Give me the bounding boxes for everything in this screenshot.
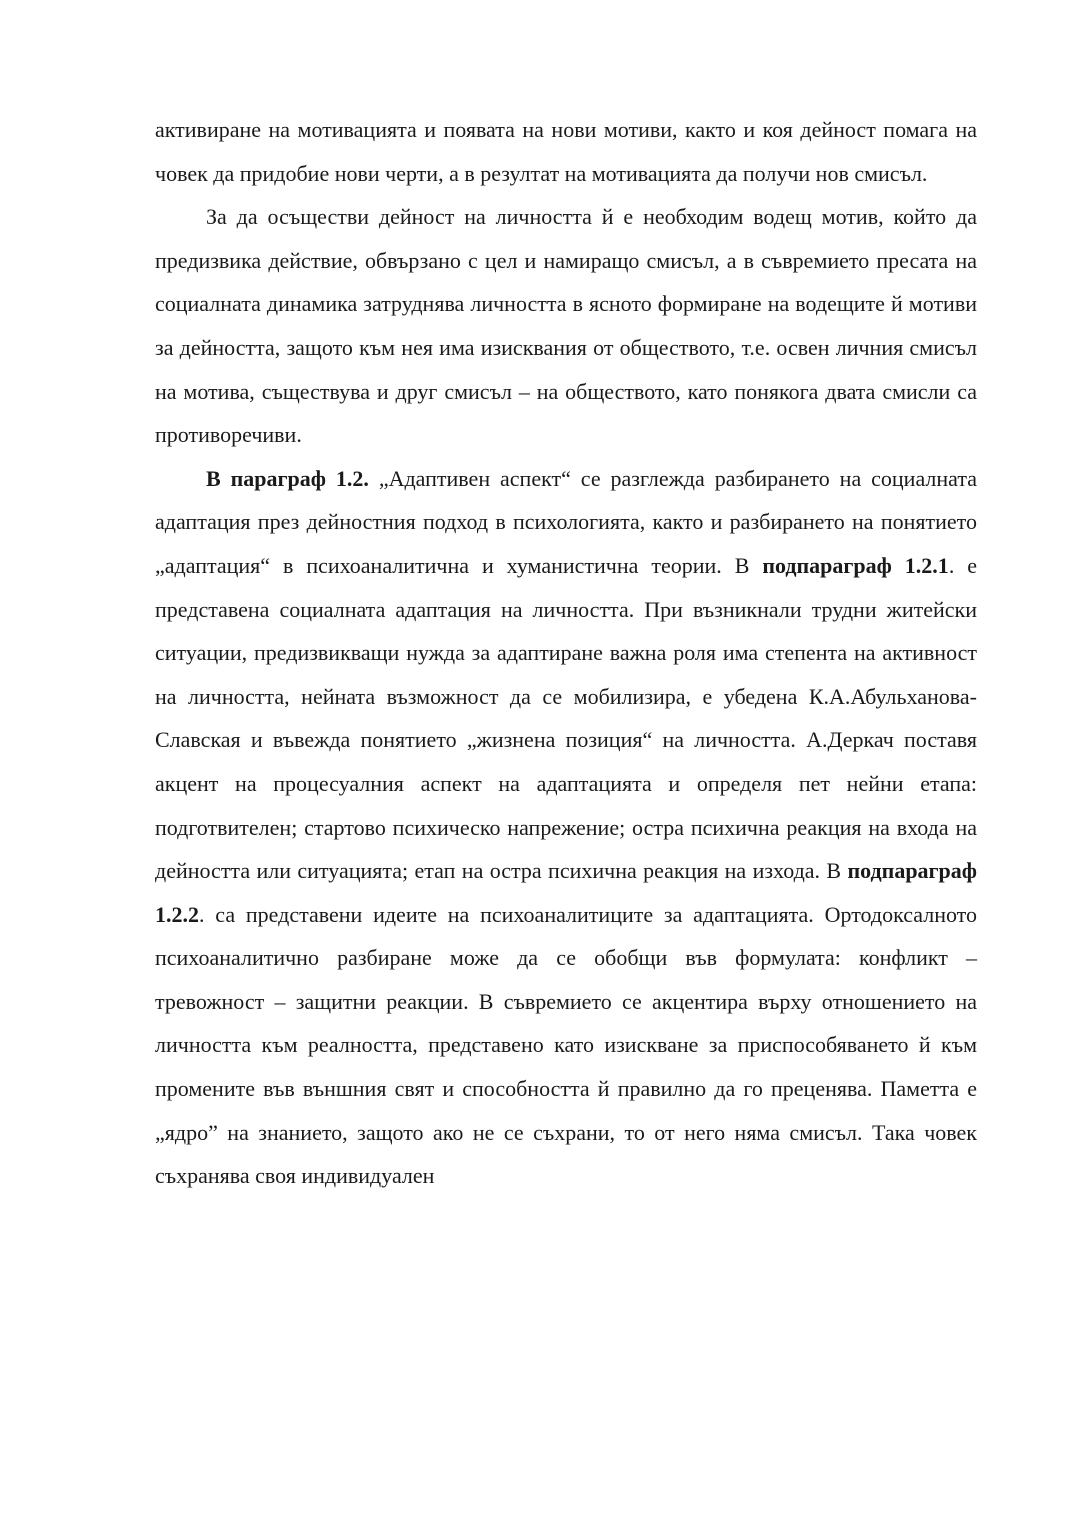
paragraph-3 [155,457,977,1198]
paragraph-3-text-a: „Адаптивен аспект“ се разглежда разбирането на социалната адаптация през дейностния подход в психологията, както и разбирането на понятието „адаптация“ в психоаналитична и хуманистична теории. В [155,465,977,578]
paragraph-1-text: активиране на мотивацията и появата на нови мотиви, както и коя дейност помага на човек да придобие нови черти, а в резултат на мотивацията да получи нов смисъл. [155,117,977,186]
bold-heading-subparagraph-1-2-1: подпараграф 1.2.1 [762,552,949,578]
paragraph-2 [155,195,977,457]
paragraph-3-text-b: . е представена социалната адаптация на личността. При възникнали трудни житейски ситуации, предизвикващи нужда за адаптиране важна роля има степента на активност на личността, нейната възможност да се мобилизира, е убедена К.А.Абульханова-Славская и въвежда понятието „жизнена позиция“ на личността. А.Деркач поставя акцент на процесуалния аспект на адаптацията и определя пет нейни етапа: подготвителен; стартово психическо напрежение; остра психична реакция на входа на дейността или ситуацията; етап на остра психична реакция на изхода. В [155,552,978,884]
paragraph-2-text: За да осъществи дейност на личността й е необходим водещ мотив, който да предизвика действие, обвързано с цел и намиращо смисъл, а в съвремието пресата на социалната динамика затруднява личността в ясното формиране на водещите й мотиви за дейността, защото към нея има изисквания от обществото, т.е. освен личния смисъл на мотива, съществува и друг смисъл – на обществото, като понякога двата смисли са противоречиви. [155,204,977,448]
bold-heading-paragraph-1-2: В параграф 1.2. [206,465,369,491]
paragraph-3-text-c: . са представени идеите на психоаналитиците за адаптацията. Ортодоксалното психоаналитично разбиране може да се обобщи във формулата: конфликт – тревожност – защитни реакции. В съвремието се акцентира върху отношението на личността към реалността, представено като изискване за приспособяването й към промените във външния свят и способността й правилно да го преценява. Паметта е „ядро” на знанието, защото ако не се съхрани, то от него няма смисъл. Така човек съхранява своя индивидуален [155,901,977,1189]
bold-heading-subparagraph-1-2-2: подпараграф 1.2.2 [155,858,977,927]
paragraph-1 [155,108,977,195]
document-page [155,108,977,1198]
